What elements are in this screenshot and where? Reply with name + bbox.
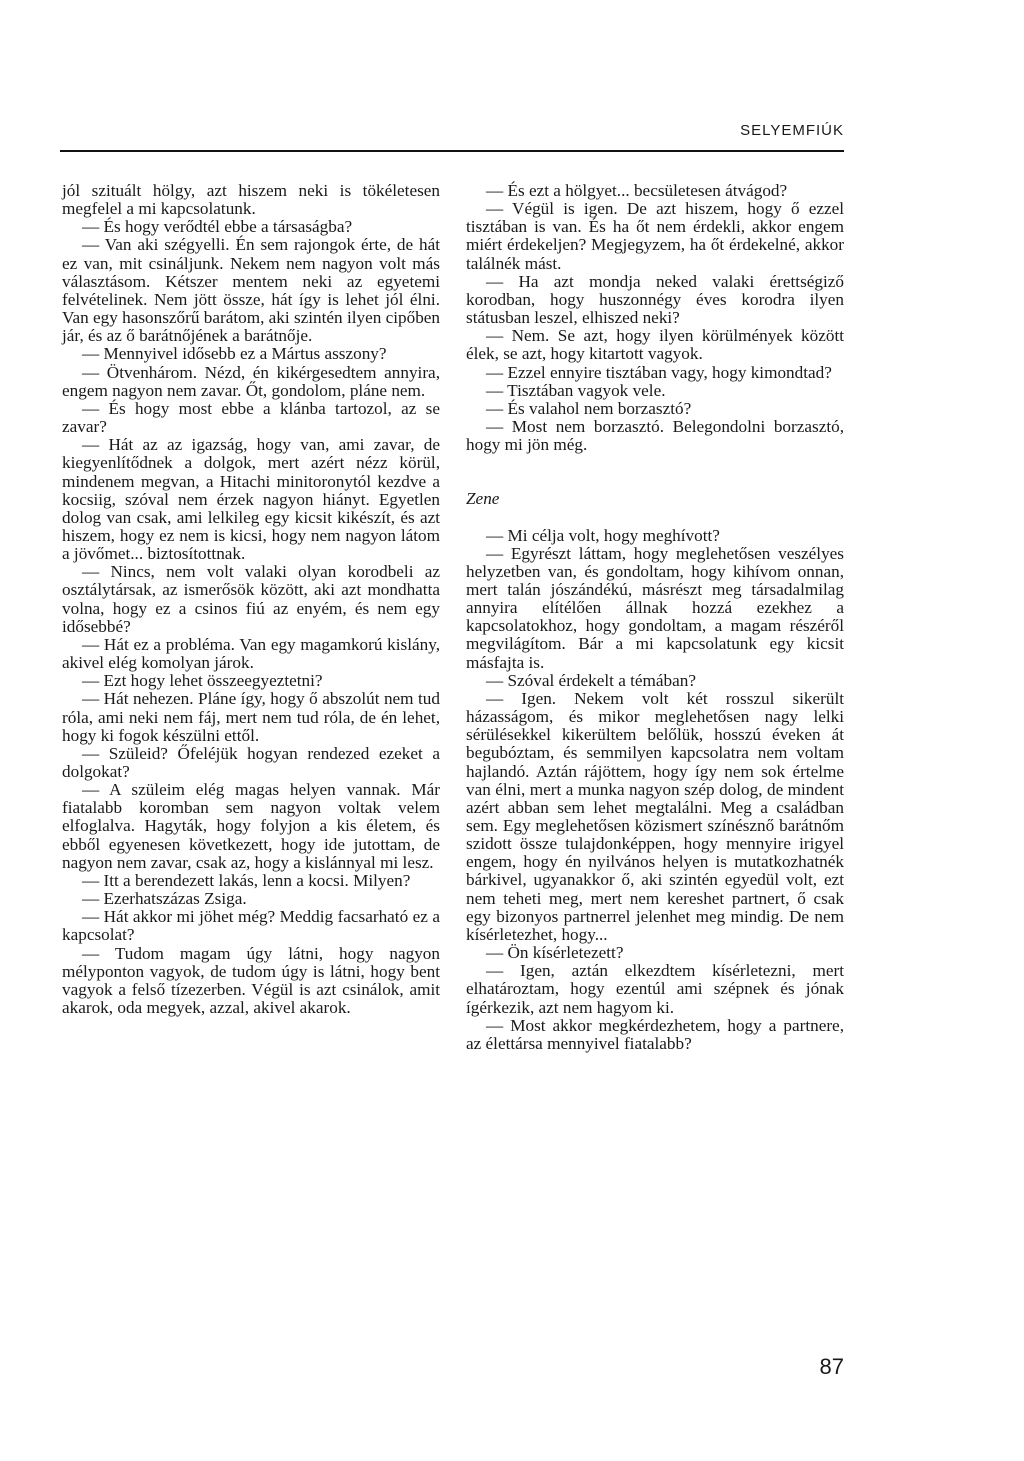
paragraph: — Hát nehezen. Pláne így, hogy ő abszolút nem tud róla, ami neki nem fáj, mert nem tud róla, de én lehet, hogy ki fogok készülni ettől. bbox=[62, 689, 440, 745]
section-title: Zene bbox=[466, 489, 500, 509]
paragraph: — Itt a berendezett lakás, lenn a kocsi. Milyen? bbox=[82, 870, 411, 890]
paragraph: — Hát az az igazság, hogy van, ami zavar, de kiegyenlítődnek a dolgok, mert azért nézz körül, mindenem megvan, a Hitachi minitoronytól kezdve a kocsiig, szóval nem érzek nagyon hiányt. Egyetlen dolog van csak, ami lelkileg egy kicsit kikészít, és azt hiszem, hogy ez nem is kicsi, hogy nem nagyon látom a jövőmet... biztosítottnak. bbox=[62, 435, 440, 564]
page-number: 87 bbox=[819, 1354, 844, 1379]
paragraph: — És ezt a hölgyet... becsületesen átvágod? bbox=[486, 181, 788, 200]
paragraph: — Igen, aztán elkezdtem kísérletezni, mert elhatároztam, hogy ezentúl ami szépnek és jónak ígérkezik, azt nem hagyom ki. bbox=[466, 961, 844, 1017]
paragraph: — Most nem borzasztó. Belegondolni borzasztó, hogy mi jön még. bbox=[466, 417, 844, 455]
paragraph: — Mi célja volt, hogy meghívott? bbox=[486, 525, 720, 545]
paragraph: — Nincs, nem volt valaki olyan korodbeli az osztálytársak, az ismerősök között, aki azt mondhatta volna, hogy ez a csinos fiú az enyém, és nem egy idősebbé? bbox=[62, 562, 440, 636]
paragraph: — A szüleim elég magas helyen vannak. Már fiatalabb koromban sem nagyon voltak velem elfoglalva. Hagyták, hogy folyjon a kis életem, és ebből egyenesen következett, hogy ide jutottam, de nagyon nem zavar, csak az, hogy a kislánnyal mi lesz. bbox=[62, 780, 440, 872]
paragraph: — Tudom magam úgy látni, hogy nagyon mélyponton vagyok, de tudom úgy is látni, hogy bent vagyok a felső tízezerben. Végül is azt csinálok, amit akarok, oda megyek, azzal, akivel akarok. bbox=[62, 943, 440, 1018]
paragraph: — Hát ez a probléma. Van egy magamkorú kislány, akivel elég komolyan járok. bbox=[62, 634, 440, 673]
paragraph: — Ezzel ennyire tisztában vagy, hogy kimondtad? bbox=[486, 362, 832, 382]
paragraph: — Ezt hogy lehet összeegyeztetni? bbox=[82, 671, 323, 691]
paragraph: — És hogy verődtél ebbe a társaságba? bbox=[82, 217, 353, 237]
paragraph: — És valahol nem borzasztó? bbox=[486, 398, 692, 418]
paragraph: — És hogy most ebbe a klánba tartozol, az se zavar? bbox=[62, 398, 440, 437]
paragraph: — Nem. Se azt, hogy ilyen körülmények között élek, se azt, hogy kitartott vagyok. bbox=[466, 326, 844, 364]
paragraph: — Ha azt mondja neked valaki érettségiző korodban, hogy huszonnégy éves korodra ilyen státusban leszel, elhiszed neki? bbox=[466, 271, 844, 328]
paragraph: — Igen. Nekem volt két rosszul sikerült házasságom, és mikor meglehetősen nagy lelki sérülésekkel kikerültem belőlük, hosszú éveken át begubóztam, és semmilyen kapcsolatra nem voltam hajlandó. Aztán rájöttem, hogy így nem sok értelme van élni, mert a munka nagyon szép dolog, de mindent azért abban sem lehet megtalálni. Meg a családban sem. Egy meglehetősen közismert színésznő barátnőm szidott össze tulajdonképpen, hogy mennyire irigyel engem, hogy én nyilvános helyen is mutatkozhatnék bárkivel, ugyanakkor ő, aki szintén egyedül volt, ezt nem teheti meg, mert nem kereshet partnert, ő csak egy bizonyos partnerrel jelenhet meg mindig. De nem kísérletezhet, hogy... bbox=[466, 688, 844, 944]
paragraph: — Ötvenhárom. Nézd, én kikérgesedtem annyira, engem nagyon nem zavar. Őt, gondolom, pláne nem. bbox=[62, 362, 440, 400]
paragraph: — Végül is igen. De azt hiszem, hogy ő ezzel tisztában is van. És ha őt nem érdekli, akkor engem miért érdekeljen? Megjegyzem, ha őt érdekelné, akkor találnék mást. bbox=[466, 199, 844, 273]
paragraph: — Most akkor megkérdezhetem, hogy a partnere, az élettársa mennyivel fiatalabb? bbox=[466, 1015, 844, 1053]
paragraph: — Ezerhatszázas Zsiga. bbox=[82, 889, 247, 909]
paragraph: — Ön kísérletezett? bbox=[486, 943, 624, 963]
paragraph: — Mennyivel idősebb ez a Mártus asszony? bbox=[82, 344, 387, 364]
paragraph: — Szüleid? Őfeléjük hogyan rendezed ezeket a dolgokat? bbox=[62, 743, 440, 781]
paragraph: — Szóval érdekelt a témában? bbox=[486, 670, 696, 690]
paragraph: — Egyrészt láttam, hogy meglehetősen veszélyes helyzetben van, és gondoltam, hogy kihívom onnan, mert talán jószándékú, másrészt meg társadalmilag annyira elítélően állnak hozzá ezekhez a kapcsolatokhoz, hogy gondoltam, a magam részéről megvilágítom. Bár a mi kapcsolatunk egy kicsit másfajta is. bbox=[466, 543, 844, 672]
running-head: SELYEMFIÚK bbox=[740, 122, 844, 139]
paragraph: jól szituált hölgy, azt hiszem neki is tökéletesen megfelel a mi kapcsolatunk. bbox=[62, 181, 440, 219]
header-rule bbox=[60, 150, 844, 152]
paragraph: — Hát akkor mi jöhet még? Meddig facsarható ez a kapcsolat? bbox=[62, 907, 440, 945]
paragraph: — Tisztában vagyok vele. bbox=[486, 380, 666, 400]
paragraph: — Van aki szégyelli. Én sem rajongok érte, de hát ez van, mit csináljunk. Nekem nem nagyon volt más választásom. Kétszer mentem neki az egyetemi felvételinek. Nem jött össze, hát így is lehet jól élni. Van egy hasonszőrű barátom, aki szintén ilyen cipőben jár, és az ő barátnőjének a barátnője. bbox=[62, 235, 441, 346]
right-column bbox=[466, 182, 844, 1053]
left-column bbox=[62, 182, 440, 1017]
